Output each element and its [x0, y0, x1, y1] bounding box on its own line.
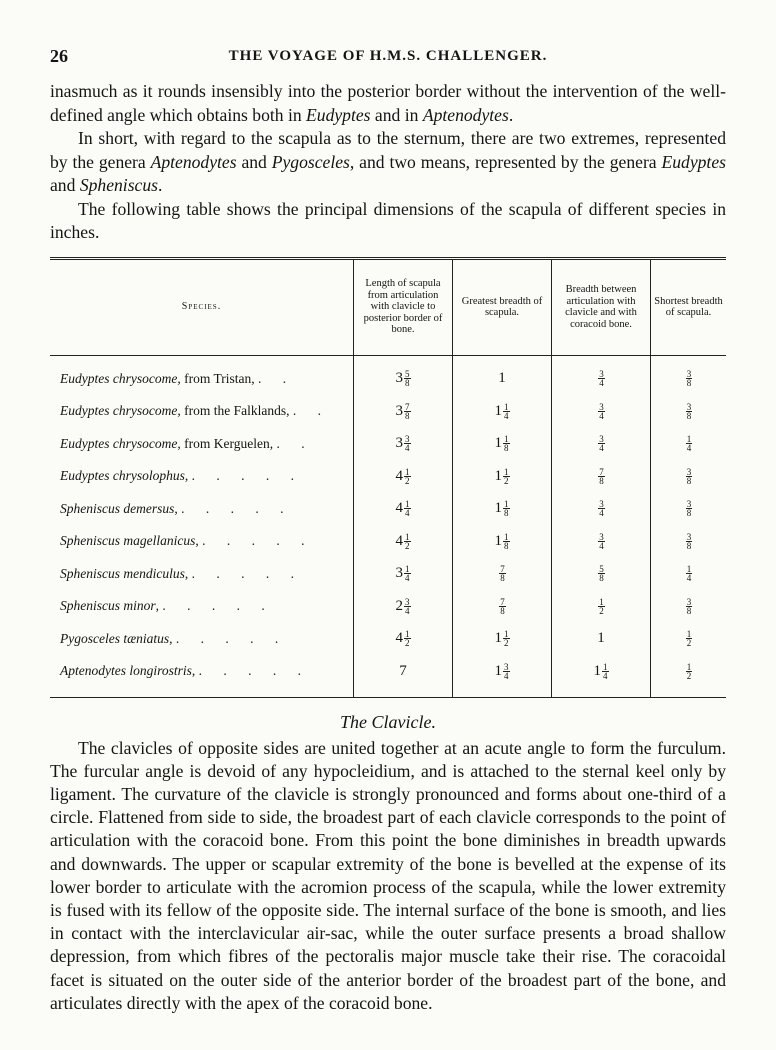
fraction-numerator: 7 — [599, 466, 604, 477]
fraction — [686, 370, 693, 387]
species-cell — [50, 355, 354, 395]
fraction-numerator: 3 — [686, 401, 692, 412]
breadth-between-cell — [552, 655, 651, 697]
species-name: Aptenodytes longirostris — [60, 663, 192, 679]
species-name: Eudyptes chrysocome — [60, 435, 178, 451]
fraction-numerator: 1 — [504, 629, 509, 640]
fraction-denominator: 8 — [686, 410, 692, 421]
species-name: Spheniscus minor — [60, 598, 156, 614]
fraction-numerator: 7 — [405, 401, 410, 412]
whole-number: 1 — [494, 402, 502, 419]
shortest-breadth-cell — [651, 525, 727, 558]
genus-name: Aptenodytes — [422, 104, 509, 125]
intro-paragraph-2 — [50, 127, 726, 198]
clavicle-section — [50, 737, 726, 1015]
whole-number: 4 — [395, 532, 403, 549]
species-cell — [50, 655, 354, 697]
text-run: and in — [370, 104, 423, 125]
genus-name: Eudyptes — [661, 151, 726, 172]
table-row — [50, 655, 726, 697]
leader-dots: . . . . . — [202, 533, 314, 549]
genus-name: Eudyptes — [306, 104, 371, 125]
greatest-breadth-cell — [453, 590, 552, 623]
fraction — [404, 435, 411, 452]
fraction-denominator: 4 — [599, 540, 604, 551]
whole-number: 3 — [395, 435, 403, 452]
leader-dots: . . — [276, 435, 314, 451]
fraction-denominator: 2 — [405, 638, 410, 649]
fraction-numerator: 3 — [405, 596, 410, 607]
breadth-between-cell — [552, 590, 651, 623]
fraction-denominator: 4 — [405, 605, 410, 616]
text-run: and — [236, 151, 272, 172]
greatest-breadth-cell — [453, 493, 552, 526]
fraction — [503, 663, 510, 680]
length-cell — [354, 623, 453, 656]
fraction-denominator: 8 — [504, 508, 509, 519]
shortest-breadth-cell — [651, 558, 727, 591]
leader-dots: . . . . . — [191, 565, 303, 581]
species-name: Eudyptes chrysolophus — [60, 468, 185, 484]
fraction-denominator: 2 — [686, 670, 692, 681]
fraction — [686, 630, 693, 647]
fraction — [598, 500, 605, 517]
fraction-numerator: 1 — [599, 596, 604, 607]
whole-number: 1 — [494, 630, 502, 647]
fraction-numerator: 3 — [599, 499, 604, 510]
shortest-breadth-cell — [651, 655, 727, 697]
fraction-numerator: 1 — [405, 499, 410, 510]
fraction — [598, 403, 605, 420]
fraction — [404, 533, 411, 550]
fraction-numerator: 3 — [686, 466, 692, 477]
species-cell — [50, 590, 354, 623]
intro-paragraph-3: The following table shows the principal dimensions of the scapula of different species in inches. — [50, 198, 726, 242]
fraction-numerator: 1 — [504, 499, 509, 510]
shortest-breadth-cell — [651, 428, 727, 461]
breadth-between-cell — [552, 525, 651, 558]
fraction — [686, 663, 693, 680]
fraction — [404, 630, 411, 647]
fraction-numerator: 1 — [504, 466, 509, 477]
fraction-denominator: 2 — [686, 638, 692, 649]
greatest-breadth-cell — [453, 395, 552, 428]
fraction — [598, 468, 605, 485]
greatest-breadth-cell — [453, 460, 552, 493]
greatest-breadth-cell — [453, 428, 552, 461]
fraction-numerator: 3 — [686, 369, 692, 380]
species-name: Spheniscus magellanicus — [60, 533, 196, 549]
fraction-numerator: 5 — [405, 369, 410, 380]
fraction-numerator: 1 — [603, 661, 608, 672]
fraction-denominator: 8 — [686, 508, 692, 519]
length-cell — [354, 428, 453, 461]
fraction-numerator: 1 — [686, 564, 692, 575]
species-cell — [50, 460, 354, 493]
fraction — [404, 565, 411, 582]
fraction-numerator: 3 — [504, 661, 509, 672]
length-cell — [354, 558, 453, 591]
species-cell — [50, 428, 354, 461]
fraction-numerator: 1 — [686, 661, 692, 672]
fraction — [598, 533, 605, 550]
fraction-denominator: 4 — [405, 443, 410, 454]
fraction-numerator: 3 — [686, 499, 692, 510]
table-row — [50, 623, 726, 656]
shortest-breadth-cell — [651, 355, 727, 395]
fraction-numerator: 1 — [686, 434, 692, 445]
whole-number: 4 — [395, 500, 403, 517]
whole-number: 1 — [494, 532, 502, 549]
fraction-numerator: 1 — [686, 629, 692, 640]
table-row — [50, 525, 726, 558]
fraction-numerator: 1 — [504, 531, 509, 542]
fraction-denominator: 2 — [504, 638, 509, 649]
fraction-numerator: 7 — [500, 564, 505, 575]
shortest-breadth-cell — [651, 460, 727, 493]
breadth-between-cell — [552, 493, 651, 526]
fraction-numerator: 1 — [504, 434, 509, 445]
column-header-length: Length of scapula from articulation with clavicle to posterior border of bone. — [354, 258, 453, 355]
whole-number: 1 — [494, 662, 502, 679]
leader-dots: . . . . . — [198, 663, 310, 679]
fraction — [503, 468, 510, 485]
shortest-breadth-cell — [651, 493, 727, 526]
breadth-between-cell — [552, 460, 651, 493]
fraction — [686, 403, 693, 420]
fraction-denominator: 4 — [504, 670, 509, 681]
page-number: 26 — [50, 46, 68, 66]
genus-name: Pygosceles — [271, 151, 350, 172]
fraction — [686, 598, 693, 615]
length-cell — [354, 395, 453, 428]
table-row — [50, 460, 726, 493]
species-locality: , — [169, 630, 173, 646]
species-locality: , — [191, 663, 196, 679]
species-locality: , — [174, 500, 178, 516]
greatest-breadth-cell — [453, 355, 552, 395]
species-locality: , from the Falklands, — [177, 403, 290, 419]
running-title: THE VOYAGE OF H.M.S. CHALLENGER. — [228, 48, 548, 64]
column-header-greatest-breadth: Greatest breadth of scapula. — [453, 258, 552, 355]
fraction — [598, 565, 605, 582]
leader-dots: . . . . . — [162, 598, 274, 614]
intro-text — [50, 80, 726, 245]
leader-dots: . . — [292, 403, 330, 419]
whole-number: 1 — [498, 370, 506, 387]
fraction-denominator: 8 — [405, 378, 410, 389]
species-cell — [50, 623, 354, 656]
length-cell — [354, 655, 453, 697]
fraction-denominator: 8 — [599, 475, 604, 486]
fraction-numerator: 7 — [500, 596, 505, 607]
fraction-denominator: 2 — [599, 605, 604, 616]
clavicle-paragraph: The clavicles of opposite sides are united together at an acute angle to form the furculum. The furcular angle is devoid of any hypocleidium, and is attached to the sternal keel only by ligament. The curvature of the clavicle is strongly pronounced and forms about one-third of a circle. Flattened from side to side, the broadest part of each clavicle corresponds to the point of articulation with the coracoid bone. From this point the bone diminishes in breadth upwards and downwards. The upper or scapular extremity of the bone is bevelled at the expense of its lower border to articulate with the acromion process of the scapula, while the lower extremity is fused with its fellow of the opposite side. The internal surface of the bone is smooth, and lies in contact with the interclavicular air-sac, while the outer surface presents a broad shallow depression, from which fibres of the pectoralis major muscle take their rise. The coracoidal facet is situated on the outer side of the anterior border of the broadest part of the bone, and articulates directly with the apex of the coracoid bone. — [50, 737, 726, 1013]
whole-number: 4 — [395, 467, 403, 484]
whole-number: 1 — [494, 435, 502, 452]
column-header-shortest-breadth: Shortest breadth of scapula. — [651, 258, 727, 355]
page-header — [50, 40, 726, 70]
fraction — [404, 468, 411, 485]
species-locality: , — [195, 533, 199, 549]
species-name: Spheniscus demersus — [60, 500, 175, 516]
fraction-denominator: 4 — [686, 573, 692, 584]
fraction — [598, 598, 605, 615]
scapula-dimensions-table — [50, 257, 726, 698]
fraction-denominator: 4 — [504, 410, 509, 421]
fraction-denominator: 4 — [405, 573, 410, 584]
fraction — [686, 565, 693, 582]
whole-number: 3 — [395, 565, 403, 582]
genus-name: Aptenodytes — [150, 151, 237, 172]
fraction-numerator: 3 — [405, 434, 410, 445]
breadth-between-cell — [552, 428, 651, 461]
fraction — [499, 565, 506, 582]
text-run: and — [50, 175, 80, 195]
fraction-numerator: 3 — [599, 369, 604, 380]
fraction — [503, 533, 510, 550]
shortest-breadth-cell — [651, 590, 727, 623]
species-cell — [50, 525, 354, 558]
fraction-numerator: 3 — [686, 596, 692, 607]
table-row — [50, 558, 726, 591]
fraction — [404, 403, 411, 420]
whole-number: 2 — [395, 597, 403, 614]
greatest-breadth-cell — [453, 655, 552, 697]
fraction-denominator: 4 — [603, 670, 608, 681]
table-row — [50, 395, 726, 428]
fraction-denominator: 8 — [504, 443, 509, 454]
fraction-denominator: 4 — [405, 508, 410, 519]
fraction-numerator: 1 — [405, 629, 410, 640]
column-header-species: Species. — [50, 258, 354, 355]
greatest-breadth-cell — [453, 525, 552, 558]
fraction-denominator: 8 — [599, 573, 604, 584]
greatest-breadth-cell — [453, 623, 552, 656]
fraction — [404, 598, 411, 615]
whole-number: 1 — [597, 630, 605, 647]
shortest-breadth-cell — [651, 623, 727, 656]
breadth-between-cell — [552, 558, 651, 591]
whole-number: 1 — [593, 662, 601, 679]
fraction-denominator: 2 — [504, 475, 509, 486]
table-header-row — [50, 258, 726, 355]
text-run: , and two means, represented by the genera — [349, 151, 662, 172]
whole-number: 7 — [399, 662, 407, 679]
fraction — [686, 533, 693, 550]
species-cell — [50, 395, 354, 428]
leader-dots: . . . . . — [191, 468, 303, 484]
fraction — [503, 435, 510, 452]
length-cell — [354, 590, 453, 623]
table-row — [50, 355, 726, 395]
fraction-denominator: 8 — [686, 475, 692, 486]
fraction — [598, 435, 605, 452]
whole-number: 3 — [395, 402, 403, 419]
fraction-denominator: 8 — [686, 605, 692, 616]
fraction-numerator: 1 — [405, 466, 410, 477]
length-cell — [354, 493, 453, 526]
fraction-numerator: 3 — [599, 401, 604, 412]
text-run: inasmuch as it rounds insensibly into the posterior border without the intervention of the well-defined angle which obtains both in — [50, 81, 726, 125]
fraction-denominator: 8 — [686, 540, 692, 551]
fraction — [503, 630, 510, 647]
length-cell — [354, 460, 453, 493]
fraction-denominator: 4 — [686, 443, 692, 454]
table-row — [50, 590, 726, 623]
breadth-between-cell — [552, 623, 651, 656]
fraction-denominator: 4 — [599, 508, 604, 519]
leader-dots: . . — [257, 370, 296, 386]
fraction-numerator: 5 — [599, 564, 604, 575]
text-run: . — [508, 104, 514, 125]
section-heading-clavicle: The Clavicle. — [340, 711, 436, 732]
whole-number: 1 — [494, 500, 502, 517]
species-name: Pygosceles tæniatus — [60, 630, 170, 646]
species-name: Spheniscus mendiculus — [60, 565, 185, 581]
fraction-denominator: 8 — [500, 605, 505, 616]
table-body — [50, 355, 726, 697]
shortest-breadth-cell — [651, 395, 727, 428]
leader-dots: . . . . . — [181, 500, 293, 516]
fraction-denominator: 2 — [405, 540, 410, 551]
species-cell — [50, 558, 354, 591]
breadth-between-cell — [552, 395, 651, 428]
intro-paragraph-1 — [50, 80, 726, 127]
species-name: Eudyptes chrysocome — [60, 370, 178, 386]
whole-number: 4 — [395, 630, 403, 647]
leader-dots: . . . . . — [175, 630, 288, 646]
species-locality: , — [155, 598, 159, 614]
fraction — [404, 370, 411, 387]
greatest-breadth-cell — [453, 558, 552, 591]
length-cell — [354, 355, 453, 395]
fraction-denominator: 8 — [405, 410, 410, 421]
genus-name: Spheniscus — [79, 175, 158, 195]
fraction — [598, 370, 605, 387]
table-row — [50, 428, 726, 461]
fraction-denominator: 2 — [405, 475, 410, 486]
fraction-numerator: 1 — [405, 564, 410, 575]
fraction-denominator: 4 — [599, 410, 604, 421]
text-run: . — [158, 175, 163, 195]
fraction — [499, 598, 506, 615]
species-name: Eudyptes chrysocome — [60, 403, 178, 419]
fraction — [686, 500, 693, 517]
fraction-numerator: 3 — [686, 531, 692, 542]
column-header-breadth-between: Breadth between articulation with clavicle and with coracoid bone. — [552, 258, 651, 355]
species-locality: , from Tristan, — [177, 370, 255, 386]
fraction-denominator: 8 — [500, 573, 505, 584]
page — [50, 40, 726, 1015]
breadth-between-cell — [552, 355, 651, 395]
fraction — [404, 500, 411, 517]
fraction-denominator: 8 — [504, 540, 509, 551]
fraction-denominator: 4 — [599, 378, 604, 389]
length-cell — [354, 525, 453, 558]
fraction — [686, 435, 693, 452]
species-locality: , — [184, 565, 189, 581]
fraction-numerator: 1 — [504, 401, 509, 412]
fraction-denominator: 8 — [686, 378, 692, 389]
whole-number: 3 — [395, 370, 403, 387]
fraction-denominator: 4 — [599, 443, 604, 454]
fraction-numerator: 1 — [405, 531, 410, 542]
table-row — [50, 493, 726, 526]
species-locality: , from Kerguelen, — [177, 435, 274, 451]
fraction — [503, 403, 510, 420]
fraction-numerator: 3 — [599, 531, 604, 542]
species-cell — [50, 493, 354, 526]
text-run: In short, with regard to the scapula as to the sternum, there are two extremes, represented by the genera — [50, 128, 726, 172]
fraction — [602, 663, 609, 680]
fraction-numerator: 3 — [599, 434, 604, 445]
whole-number: 1 — [494, 467, 502, 484]
fraction — [503, 500, 510, 517]
fraction — [686, 468, 693, 485]
species-locality: , — [184, 468, 189, 484]
